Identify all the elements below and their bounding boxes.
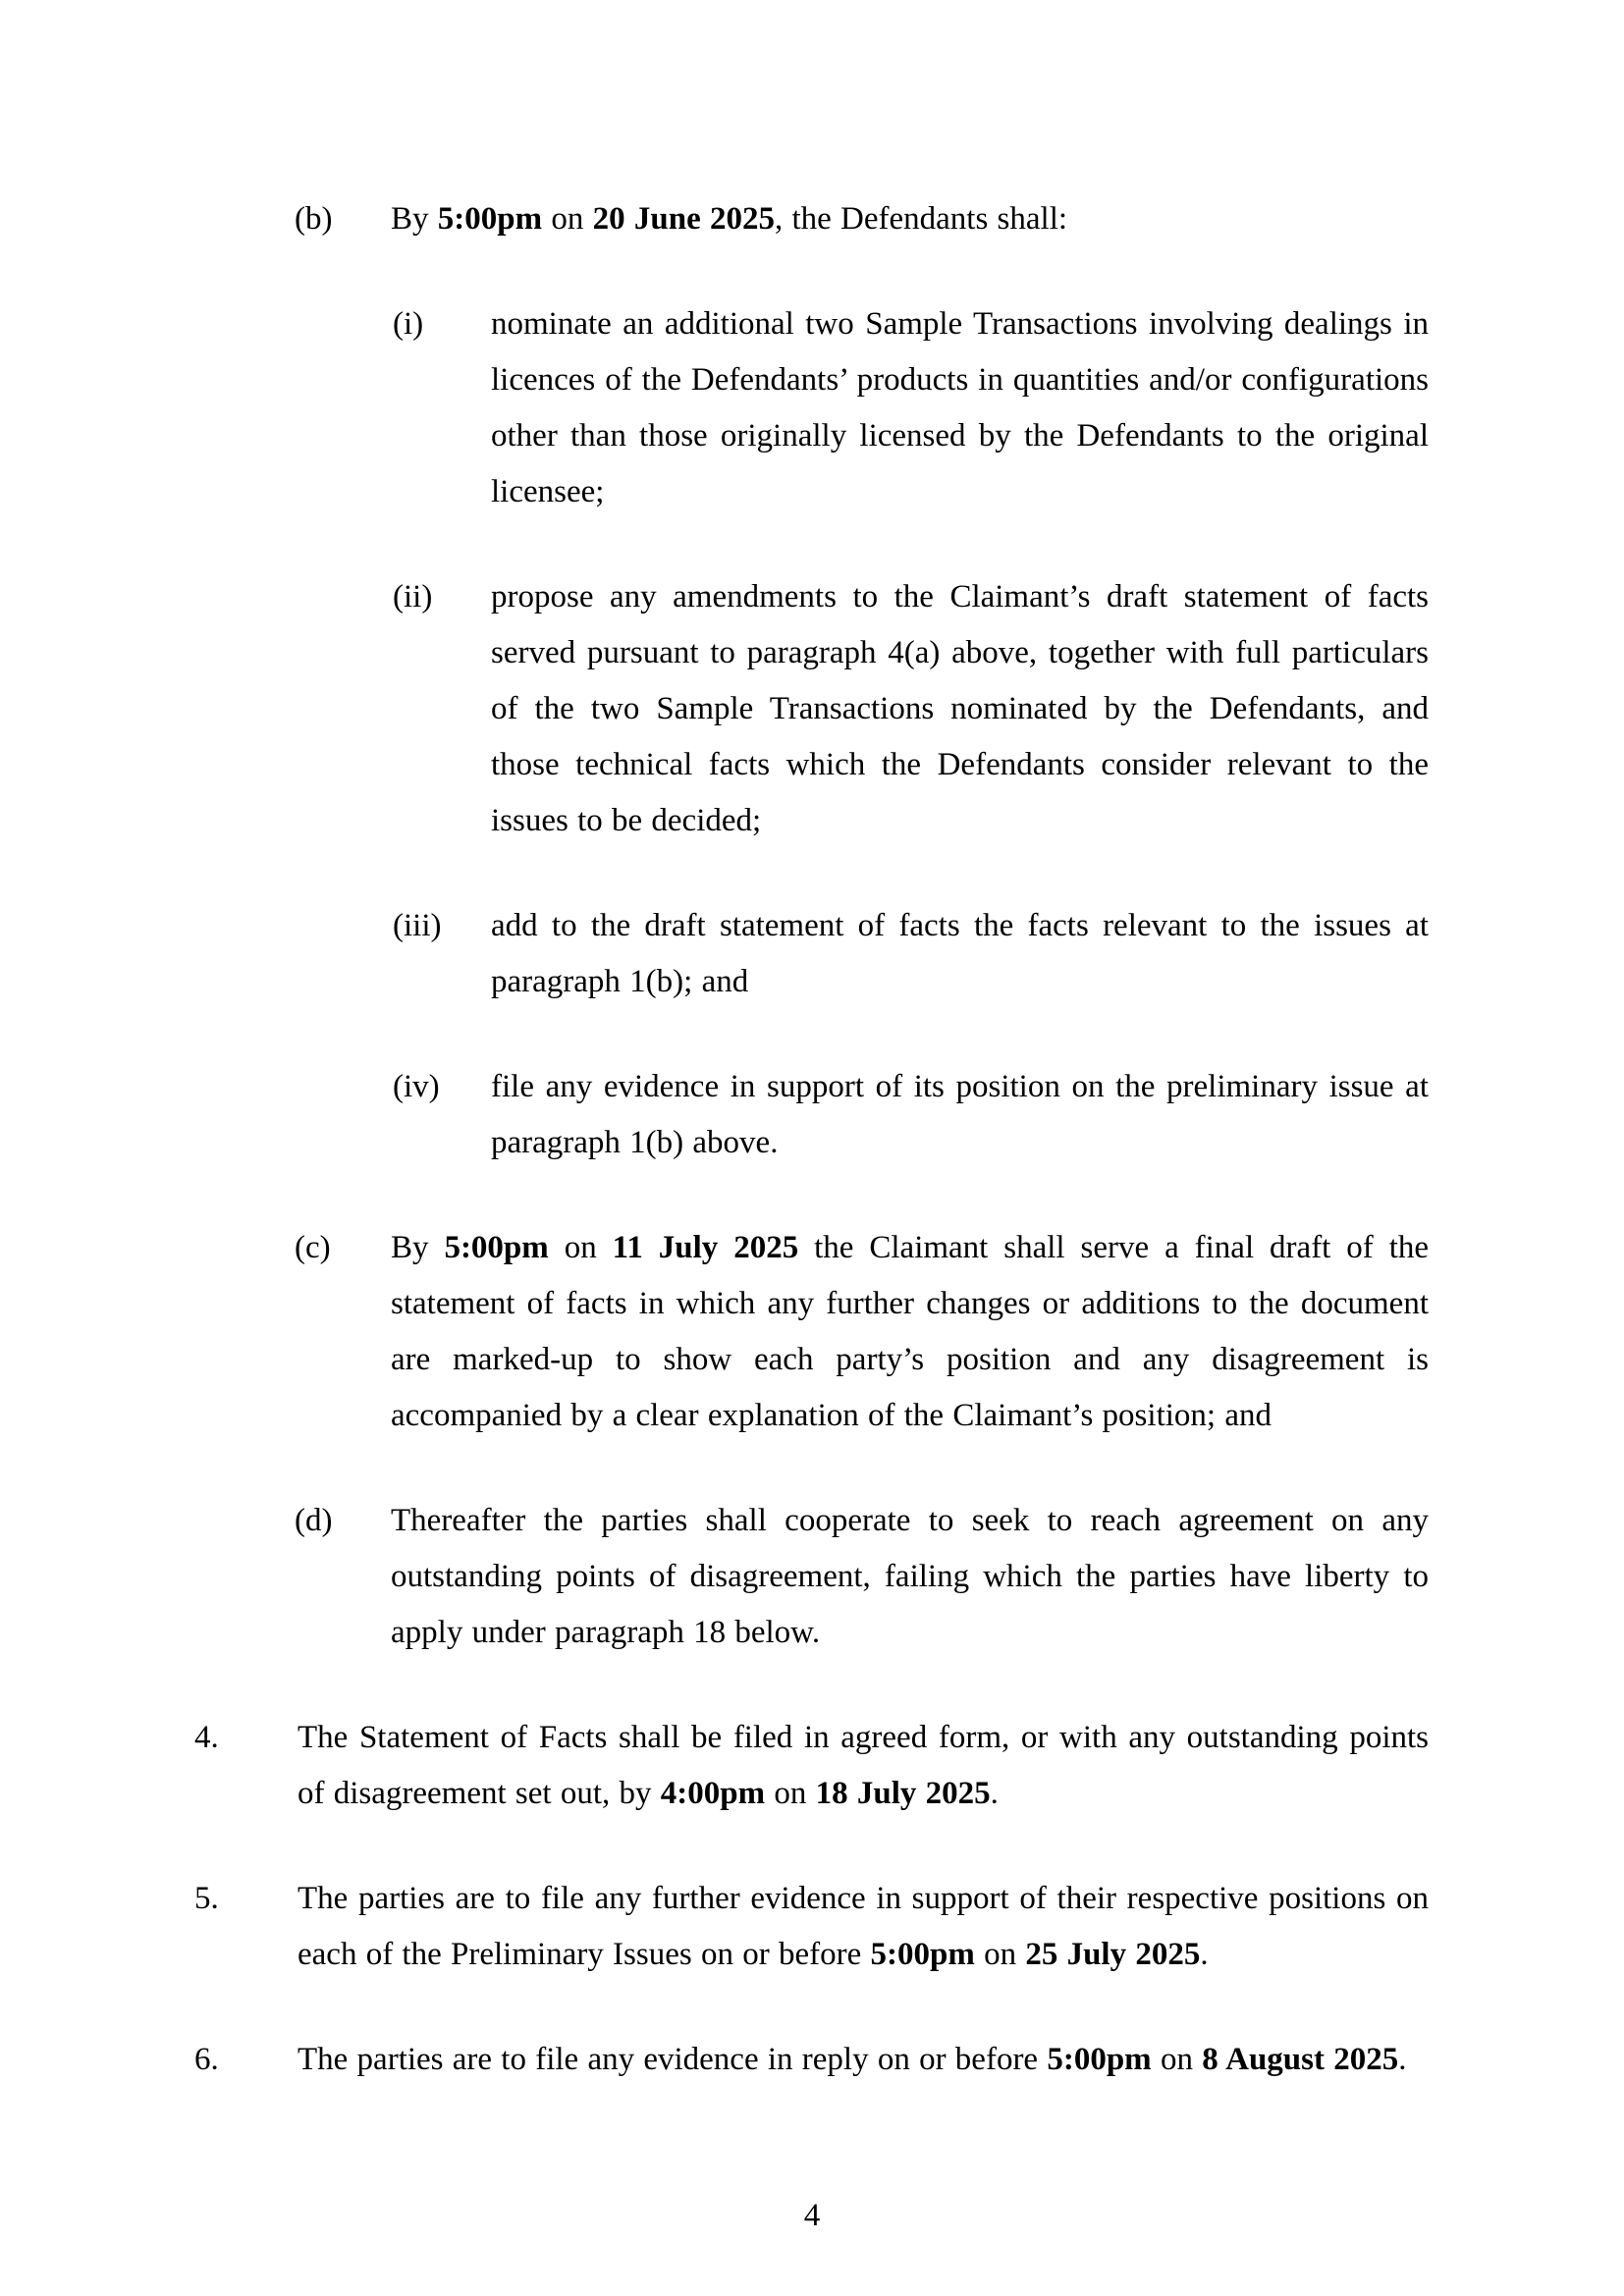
document-body (0, 191, 1429, 2137)
item-text-bold: 20 June 2025 (592, 201, 775, 237)
list-item-c (0, 1220, 1429, 1444)
item-text: Thereafter the parties shall cooperate to seek to reach agreement on any outstanding points of disagreement, failing which the parties have liberty to apply under paragraph 18 below. (391, 1503, 1429, 1650)
item-text: on (542, 201, 593, 237)
item-label: (c) (295, 1230, 331, 1265)
list-item-ii (0, 569, 1429, 849)
item-text-bold: 8 August 2025 (1202, 2042, 1399, 2077)
item-text-bold: 4:00pm (660, 1776, 766, 1811)
item-text-bold: 25 July 2025 (1025, 1937, 1201, 1972)
item-label: (iii) (393, 908, 442, 943)
list-item-5 (0, 1871, 1429, 1983)
item-text: on (1151, 2042, 1203, 2077)
item-label: (i) (393, 306, 424, 342)
item-label: (b) (295, 201, 333, 237)
item-text-bold: 5:00pm (437, 201, 543, 237)
item-text: . (1200, 1937, 1209, 1972)
list-item-4 (0, 1710, 1429, 1822)
list-item-b (0, 191, 1429, 247)
page-number: 4 (803, 2198, 821, 2233)
item-text: The parties are to file any evidence in reply on or before (298, 2042, 1048, 2077)
item-text-bold: 18 July 2025 (815, 1776, 991, 1811)
item-text-bold: 11 July 2025 (612, 1230, 799, 1265)
item-label: 6. (194, 2042, 219, 2077)
list-item-6 (0, 2032, 1429, 2088)
item-text: on (765, 1776, 816, 1811)
item-text: By (391, 1230, 445, 1265)
item-text-bold: 5:00pm (1047, 2042, 1152, 2077)
item-text: on (548, 1230, 613, 1265)
item-label: 5. (194, 1881, 219, 1916)
item-text: The parties are to file any further evidence in support of their respective positions on each of the Preliminary Issues on or before (298, 1881, 1429, 1972)
item-text: the Claimant shall serve a final draft of the statement of facts in which any further changes or additions to the document are marked-up to show each party’s position and any disagreement is accompanied by a clear explanation of the Claimant’s position; and (391, 1230, 1430, 1433)
item-text: add to the draft statement of facts the facts relevant to the issues at paragraph 1(b); and (491, 908, 1429, 999)
item-text: . (1398, 2042, 1407, 2077)
item-label: (iv) (393, 1069, 440, 1104)
item-text: file any evidence in support of its position on the preliminary issue at paragraph 1(b) above. (491, 1069, 1429, 1160)
item-text: By (391, 201, 438, 237)
item-text: on (974, 1937, 1026, 1972)
item-label: 4. (194, 1720, 219, 1755)
list-item-iv (0, 1059, 1429, 1171)
list-item-d (0, 1493, 1429, 1661)
item-text-bold: 5:00pm (444, 1230, 549, 1265)
item-label: (ii) (393, 579, 433, 614)
item-text: , the Defendants shall: (774, 201, 1068, 237)
list-item-iii (0, 898, 1429, 1010)
list-item-i (0, 296, 1429, 520)
item-text-bold: 5:00pm (870, 1937, 975, 1972)
item-text: The Statement of Facts shall be filed in agreed form, or with any outstanding points of disagreement set out, by (298, 1720, 1429, 1811)
item-text: . (990, 1776, 999, 1811)
item-label: (d) (295, 1503, 333, 1538)
item-text: nominate an additional two Sample Transactions involving dealings in licences of the Defendants’ products in quantities and/or configurations other than those originally licensed by the Defendants to the original licensee; (491, 306, 1429, 509)
item-text: propose any amendments to the Claimant’s draft statement of facts served pursuant to paragraph 4(a) above, together with full particulars of the two Sample Transactions nominated by the Defendants, and those technical facts which the Defendants consider relevant to the issues to be decided; (491, 579, 1429, 838)
